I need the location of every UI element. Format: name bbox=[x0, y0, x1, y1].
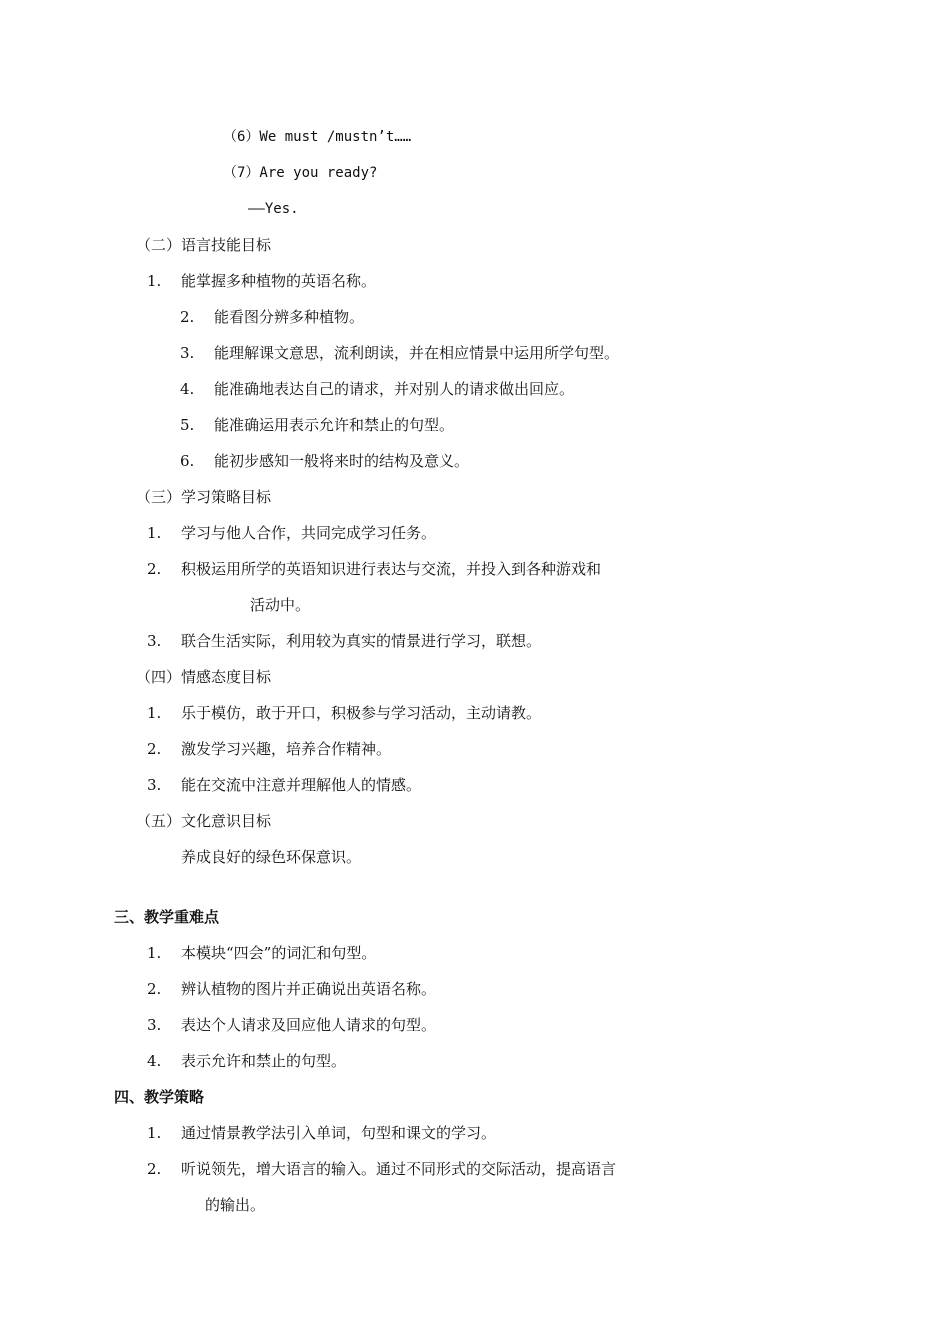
list-item-number: 1. bbox=[147, 704, 162, 722]
list-item-number: 3. bbox=[180, 344, 195, 362]
list-item-text: 表示允许和禁止的句型。 bbox=[181, 1052, 347, 1070]
section-heading-language-skills: （二）语言技能目标 bbox=[136, 236, 272, 254]
objective-sentence-7: （7）Are you ready? bbox=[223, 165, 378, 181]
list-item-text: 能理解课文意思，流利朗读，并在相应情景中运用所学句型。 bbox=[214, 344, 620, 362]
list-item-number: 1. bbox=[147, 524, 162, 542]
list-item-text: 能在交流中注意并理解他人的情感。 bbox=[181, 776, 422, 794]
list-item bbox=[147, 631, 541, 651]
list-item-number: 1. bbox=[147, 1124, 162, 1142]
list-item-number: 3. bbox=[147, 632, 162, 650]
objective-sentence-7-answer: ——Yes. bbox=[248, 201, 299, 217]
list-item bbox=[147, 775, 421, 795]
list-item bbox=[147, 523, 436, 543]
list-item-continuation: 活动中。 bbox=[250, 596, 311, 614]
list-item bbox=[147, 943, 376, 963]
list-item-number: 2. bbox=[147, 560, 162, 578]
list-item-number: 2. bbox=[180, 308, 195, 326]
list-item-text: 乐于模仿，敢于开口，积极参与学习活动，主动请教。 bbox=[181, 704, 542, 722]
list-item bbox=[147, 1051, 346, 1071]
list-item-continuation: 的输出。 bbox=[205, 1196, 266, 1214]
list-item bbox=[147, 1015, 436, 1035]
list-item-text: 通过情景教学法引入单词，句型和课文的学习。 bbox=[181, 1124, 497, 1142]
list-item bbox=[147, 1123, 496, 1143]
list-item bbox=[147, 703, 541, 723]
section-heading-learning-strategy: （三）学习策略目标 bbox=[136, 488, 272, 506]
list-item-text: 表达个人请求及回应他人请求的句型。 bbox=[181, 1016, 437, 1034]
list-item bbox=[147, 979, 436, 999]
list-item bbox=[180, 415, 454, 435]
section-heading-key-points: 三、教学重难点 bbox=[114, 908, 220, 926]
list-item-number: 4. bbox=[180, 380, 195, 398]
list-item-text: 学习与他人合作，共同完成学习任务。 bbox=[181, 524, 437, 542]
list-item-text: 能准确地表达自己的请求，并对别人的请求做出回应。 bbox=[214, 380, 575, 398]
list-item bbox=[147, 271, 376, 291]
list-item bbox=[180, 343, 619, 363]
list-item-number: 1. bbox=[147, 944, 162, 962]
list-item-number: 5. bbox=[180, 416, 195, 434]
list-item-text: 本模块“四会”的词汇和句型。 bbox=[181, 944, 377, 962]
list-item bbox=[147, 1159, 616, 1179]
list-item bbox=[180, 307, 364, 327]
list-item-text: 联合生活实际，利用较为真实的情景进行学习，联想。 bbox=[181, 632, 542, 650]
list-item-number: 1. bbox=[147, 272, 162, 290]
culture-text: 养成良好的绿色环保意识。 bbox=[181, 848, 362, 866]
list-item-text: 积极运用所学的英语知识进行表达与交流，并投入到各种游戏和 bbox=[181, 560, 602, 578]
list-item-number: 2. bbox=[147, 1160, 162, 1178]
section-heading-strategy: 四、教学策略 bbox=[114, 1088, 205, 1106]
list-item-number: 6. bbox=[180, 452, 195, 470]
list-item bbox=[180, 451, 469, 471]
list-item-text: 能初步感知一般将来时的结构及意义。 bbox=[214, 452, 470, 470]
objective-sentence-6: （6）We must /mustn’t…… bbox=[223, 129, 412, 145]
list-item bbox=[147, 559, 601, 579]
list-item-text: 听说领先，增大语言的输入。通过不同形式的交际活动，提高语言 bbox=[181, 1160, 617, 1178]
list-item-number: 2. bbox=[147, 740, 162, 758]
list-item-text: 激发学习兴趣，培养合作精神。 bbox=[181, 740, 392, 758]
section-heading-culture: （五）文化意识目标 bbox=[136, 812, 272, 830]
list-item-number: 2. bbox=[147, 980, 162, 998]
section-heading-emotion: （四）情感态度目标 bbox=[136, 668, 272, 686]
list-item-number: 3. bbox=[147, 1016, 162, 1034]
list-item-text: 辨认植物的图片并正确说出英语名称。 bbox=[181, 980, 437, 998]
list-item-number: 4. bbox=[147, 1052, 162, 1070]
list-item-number: 3. bbox=[147, 776, 162, 794]
list-item-text: 能准确运用表示允许和禁止的句型。 bbox=[214, 416, 455, 434]
list-item bbox=[180, 379, 574, 399]
list-item-text: 能掌握多种植物的英语名称。 bbox=[181, 272, 377, 290]
list-item bbox=[147, 739, 391, 759]
list-item-text: 能看图分辨多种植物。 bbox=[214, 308, 365, 326]
